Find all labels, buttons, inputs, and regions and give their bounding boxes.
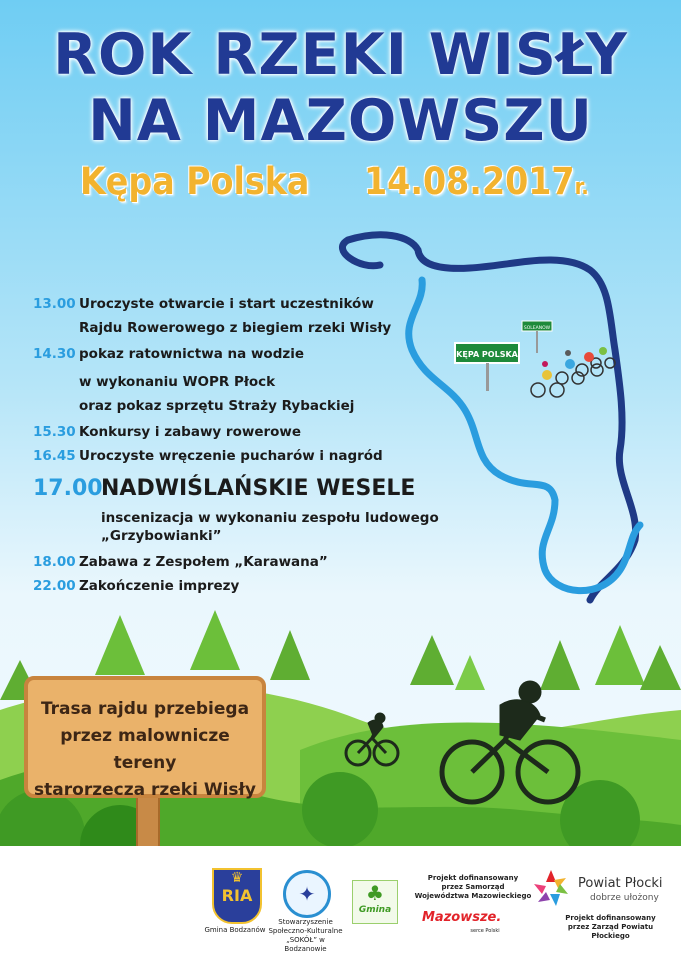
sokol-caption-line: Społeczno-Kulturalne (268, 927, 343, 935)
schedule-row (33, 554, 328, 570)
gmina-text: Gmina (358, 905, 392, 915)
schedule-event: w wykonaniu WOPR Płock (79, 374, 276, 390)
schedule-row (33, 528, 222, 544)
schedule-event: Rajdu Rowerowego z biegiem rzeki Wisły (79, 320, 392, 336)
schedule-time: 13.00 (33, 296, 76, 312)
map-sign-post (486, 363, 489, 391)
border-line-2 (342, 240, 380, 266)
gmina-logo (352, 880, 398, 924)
sokol-caption-line: Stowarzyszenie (278, 918, 333, 926)
route-sign-line: Trasa rajdu przebiega (40, 699, 250, 719)
powiat-logo-icon (530, 868, 572, 908)
mazowsze-funding-line: Województwa Mazowieckiego (414, 892, 532, 900)
schedule-time: 16.45 (33, 448, 76, 464)
route-sign (24, 676, 266, 798)
schedule-event: Konkursy i zabawy rowerowe (79, 424, 302, 440)
map-illustration (300, 210, 660, 630)
map-sign-small-text: SOLEANOW (523, 326, 551, 331)
schedule-row (33, 476, 415, 501)
mazowsze-funding-line: przez Samorząd (441, 883, 505, 891)
schedule-row (33, 374, 275, 390)
schedule-row (33, 320, 391, 336)
mazowsze-tag: serce Polski (470, 928, 500, 934)
tree-icon: ♣ (366, 881, 384, 905)
title-line-2: NA MAZOWSZU (88, 88, 593, 154)
powiat-funding-line: Projekt dofinansowany (565, 914, 656, 922)
schedule-event: NADWIŚLAŃSKIE WESELE (101, 476, 416, 501)
schedule-row (33, 424, 301, 440)
mazowsze-funding-line: Projekt dofinansowany (427, 874, 519, 882)
schedule-row (33, 578, 239, 594)
bush (302, 772, 378, 848)
bird-icon: ✦ (298, 882, 316, 906)
powiat-funding (548, 914, 673, 941)
schedule-event: Zabawa z Zespołem „Karawana” (79, 554, 328, 570)
schedule-time: 22.00 (33, 578, 76, 594)
schedule-time: 14.30 (33, 346, 76, 362)
schedule-event: Uroczyste otwarcie i start uczestników (79, 296, 374, 312)
title-line-1: ROK RZEKI WISŁY (53, 22, 628, 88)
schedule-event: „Grzybowianki” (101, 528, 222, 544)
schedule-row (33, 296, 374, 312)
schedule-time: 17.00 (33, 476, 103, 501)
route-sign-line: przez malownicze tereny (60, 726, 230, 773)
route-sign-line: starorzecza rzeki Wisły (34, 780, 256, 800)
schedule-row (33, 510, 439, 526)
schedule-event: Zakończenie imprezy (79, 578, 240, 594)
schedule-row (33, 448, 383, 464)
schedule-time: 15.30 (33, 424, 76, 440)
event-date (364, 160, 589, 203)
flower-icon (530, 868, 572, 908)
schedule-event: Uroczyste wręczenie pucharów i nagród (79, 448, 383, 464)
powiat-tag: dobrze ułożony (590, 893, 659, 903)
sokol-logo (283, 870, 331, 918)
schedule-row (33, 346, 304, 362)
powiat-name: Powiat Płocki (578, 876, 663, 891)
mazowsze-logo: Mazowsze. (422, 910, 502, 925)
ria-logo (212, 868, 262, 924)
schedule-event: oraz pokaz sprzętu Straży Rybackiej (79, 398, 355, 414)
schedule-time: 18.00 (33, 554, 76, 570)
ria-caption: Gmina Bodzanów (204, 926, 266, 934)
mazowsze-funding (408, 874, 538, 901)
border-line (348, 235, 636, 600)
sokol-caption (268, 918, 343, 954)
ria-crown-icon: ♛ (230, 870, 244, 886)
event-date-value: 14.08.2017 (364, 160, 575, 203)
ria-text: RIA (221, 886, 253, 905)
schedule-event: inscenizacja w wykonaniu zespołu ludowego (101, 510, 439, 526)
event-place: Kępa Polska (80, 160, 310, 203)
map-sign-small-post (536, 331, 538, 353)
powiat-funding-line: przez Zarząd Powiatu Płockiego (567, 923, 654, 940)
sokol-caption-line: „SOKÓŁ” w Bodzanowie (284, 936, 327, 953)
map-sign-text: KĘPA POLSKA (456, 350, 518, 359)
schedule-row (33, 398, 354, 414)
sponsor-logos (0, 846, 681, 960)
event-date-suffix: r. (574, 175, 589, 200)
schedule-event: pokaz ratownictwa na wodzie (79, 346, 304, 362)
